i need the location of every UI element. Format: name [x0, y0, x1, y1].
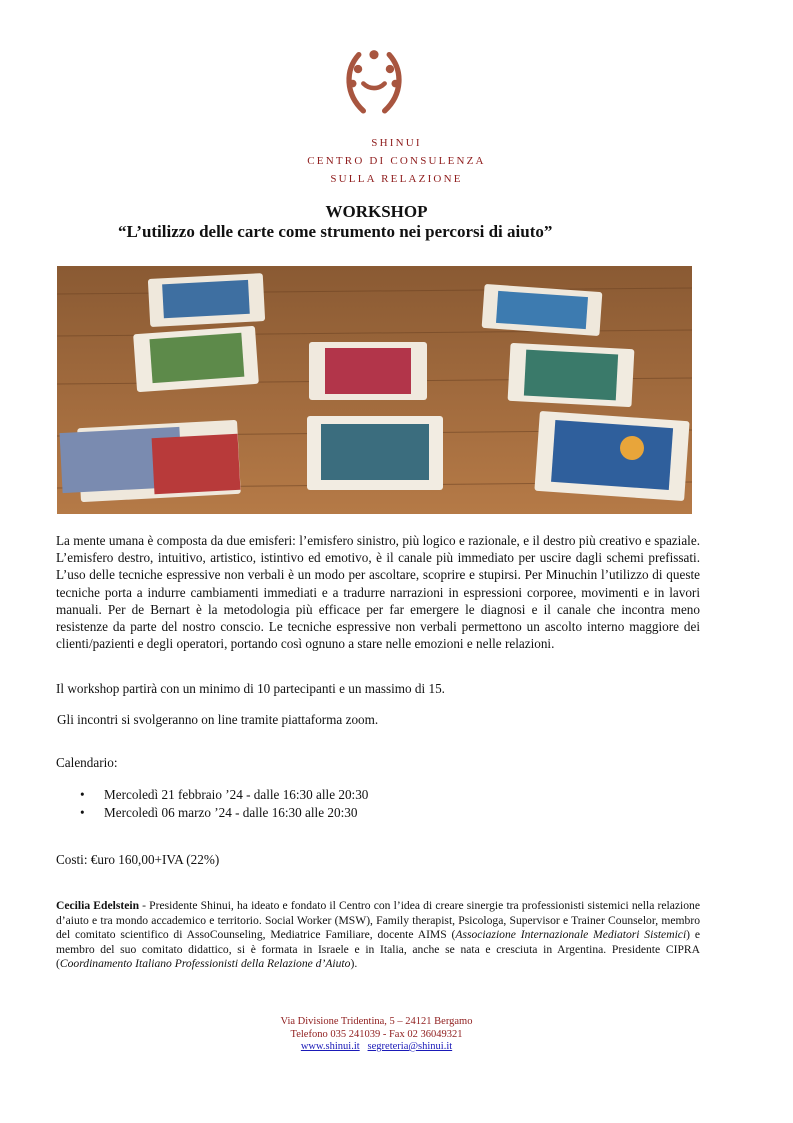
footer-links [0, 1041, 753, 1054]
card-2 [133, 326, 259, 392]
card-7 [307, 416, 443, 490]
cards-photo [57, 266, 692, 514]
bio-text-1: - Presidente Shinui, ha ideato e fondato il Centro con l’idea di creare sinergie tra professionisti sistemici nella relazione d’aiuto e tra mondo accademico e territorio. Social Worker (MSW), Family therapist, Psicologa, Supervisor e Trainer Counselor, membro del comitato scientifico di AssoCounseling, Mediatrice Familiare, docente AIMS ( [56, 899, 700, 942]
org-line-2: CENTRO DI CONSULENZA [307, 155, 486, 167]
bio-text-3: ). [350, 957, 358, 971]
shinui-logo-icon [336, 44, 412, 120]
email-link[interactable]: segreteria@shinui.it [367, 1041, 453, 1052]
org-line-3: SULLA RELAZIONE [330, 173, 463, 185]
website-link[interactable]: www.shinui.it [300, 1041, 360, 1052]
list-item [80, 786, 368, 804]
cost-text: Costi: €uro 160,00+IVA (22%) [56, 852, 220, 867]
organization-name [0, 134, 793, 188]
bio-italic-1: Associazione Internazionale Mediatori Sistemici [455, 928, 687, 942]
bio-paragraph [56, 899, 700, 972]
participants-text: Il workshop partirà con un minimo di 10 partecipanti e un massimo di 15. [56, 681, 445, 696]
workshop-title: “L’utilizzo delle carte come strumento nei percorsi di aiuto” [118, 222, 553, 241]
card-5 [508, 343, 635, 407]
card-3 [309, 342, 427, 400]
bio-text-2: ) e membro del suo comitato didattico, si è formata in Israele e in Italia, anche se nata e cresciuta in Argentina. Presidente CIPRA ( [56, 928, 700, 971]
intro-paragraph: La mente umana è composta da due emisferi: l’emisfero sinistro, più logico e razionale, e il destro più creativo e spaziale. L’emisfero destro, intuitivo, artistico, istintivo ed emotivo, è il canale più immediato per uscire dagli schemi prefissati. L’uso delle tecniche espressive non verbali è un modo per ascoltare, scoprire e stupirsi. Per Minuchin l’utilizzo di queste tecniche porta a indurre cambiamenti immediati e a tradurre narrazioni in espressioni corporee, movimenti e in lavori manuali. Per de Bernart è la metodologia più efficace per far emergere le diagnosi e il canale che incontra meno resistenze da parte del nostro conscio. Le tecniche espressive non verbali permettono un ascolto interno maggiore dei clienti/pazienti e degli operatori, portando così ognuno a stare nelle emozioni e nelle relazioni. [56, 533, 700, 652]
bio-italic-2: Coordinamento Italiano Professionisti della Relazione d’Aiuto [59, 957, 351, 971]
date-2: Mercoledì 06 marzo ’24 - dalle 16:30 alle 20:30 [104, 805, 358, 820]
dates-list [80, 786, 368, 822]
card-8 [534, 411, 689, 501]
bullet-icon: • [80, 787, 85, 802]
calendar-label: Calendario: [56, 755, 118, 770]
workshop-label: WORKSHOP [325, 202, 428, 221]
list-item [80, 804, 368, 822]
card-4 [482, 284, 603, 336]
online-text: Gli incontri si svolgeranno on line tramite piattaforma zoom. [57, 712, 379, 727]
bullet-icon: • [80, 805, 85, 820]
date-1: Mercoledì 21 febbraio ’24 - dalle 16:30 alle 20:30 [104, 787, 369, 802]
footer [0, 1016, 753, 1054]
footer-phone: Telefono 035 241039 - Fax 02 36049321 [290, 1028, 463, 1040]
org-line-1: SHINUI [371, 137, 422, 149]
card-6 [60, 420, 241, 502]
footer-address: Via Divisione Tridentina, 5 – 24121 Bergamo [280, 1016, 473, 1027]
card-1 [148, 273, 265, 327]
bio-name: Cecilia Edelstein [56, 899, 140, 912]
